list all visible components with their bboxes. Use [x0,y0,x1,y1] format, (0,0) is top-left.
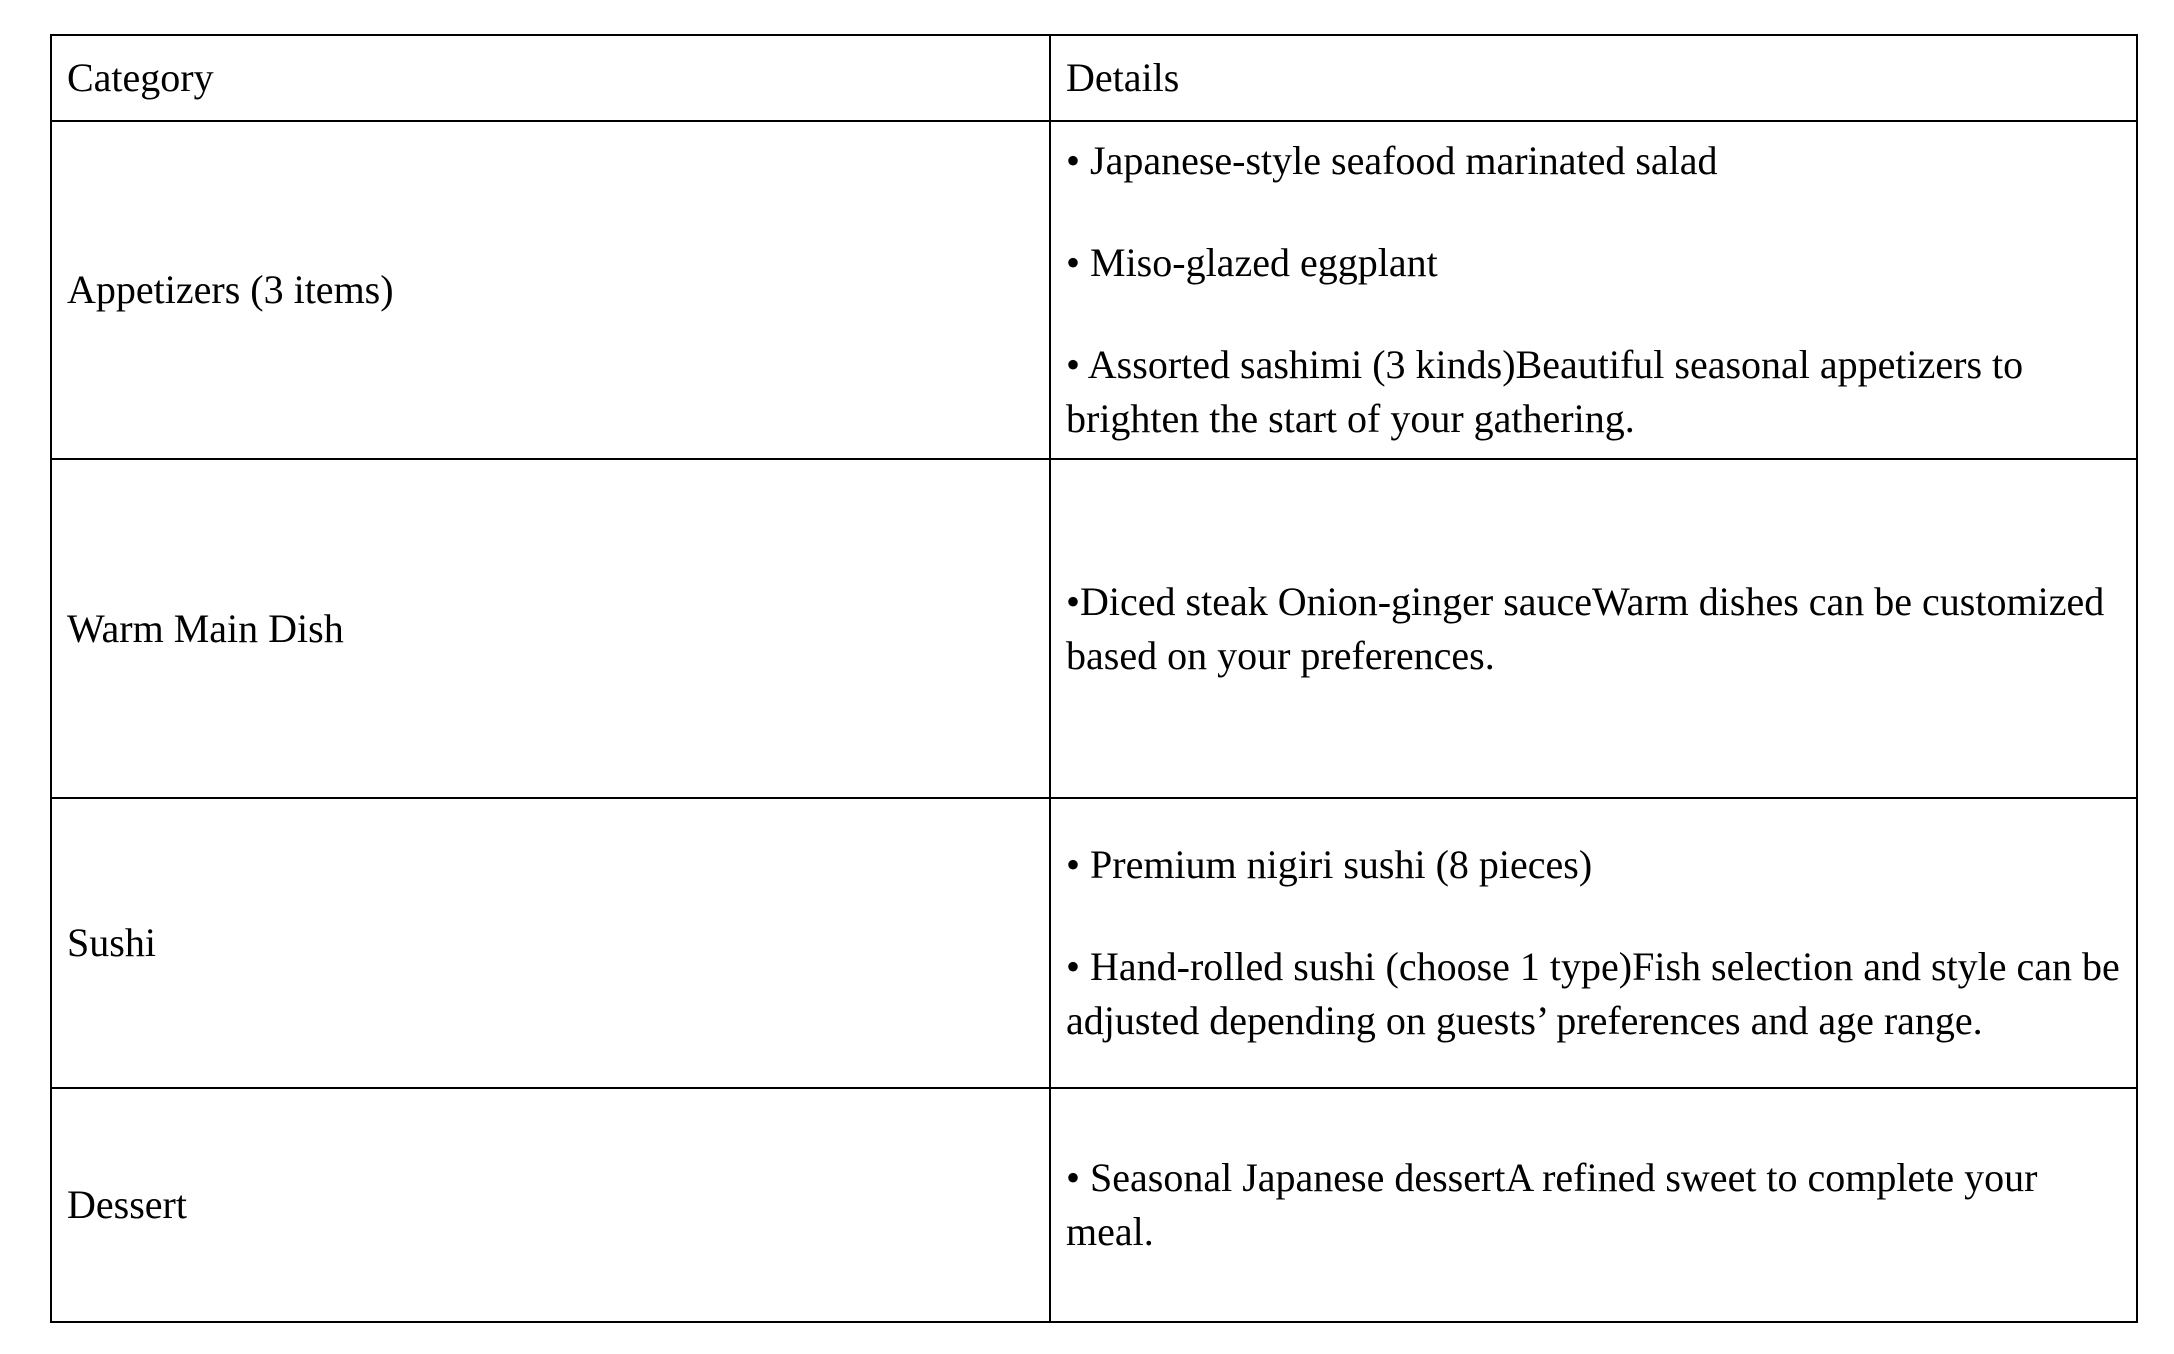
detail-item: • Japanese-style seafood marinated salad [1066,138,1718,183]
details-cell [1050,798,2137,1088]
details-cell [1050,1088,2137,1322]
header-category: Category [51,35,1050,121]
menu-table [50,34,2138,1323]
detail-item: • Seasonal Japanese dessertA refined sweet to complete your meal. [1066,1155,2038,1254]
table-row [51,121,2137,459]
detail-item: • Premium nigiri sushi (8 pieces) [1066,842,1593,887]
category-cell: Dessert [51,1088,1050,1322]
details-cell [1050,121,2137,459]
detail-item: • Miso-glazed eggplant [1066,240,1438,285]
table-row [51,1088,2137,1322]
detail-item: • Hand-rolled sushi (choose 1 type)Fish selection and style can be adjusted depending on guests’ preferences and age range. [1066,944,2120,1043]
category-cell: Warm Main Dish [51,459,1050,798]
table-header-row [51,35,2137,121]
category-cell: Sushi [51,798,1050,1088]
header-details: Details [1050,35,2137,121]
detail-item: • Assorted sashimi (3 kinds)Beautiful seasonal appetizers to brighten the start of your gathering. [1066,342,2024,441]
table-row [51,459,2137,798]
details-cell [1050,459,2137,798]
table-row [51,798,2137,1088]
detail-item: •Diced steak Onion-ginger sauceWarm dishes can be customized based on your preferences. [1066,578,2105,678]
category-cell: Appetizers (3 items) [51,121,1050,459]
